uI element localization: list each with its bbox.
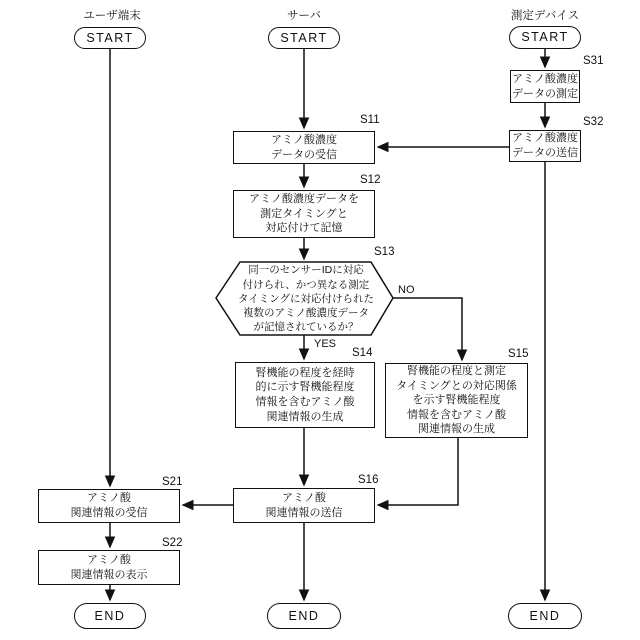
step-label-s14: S14 — [352, 347, 373, 359]
step-label-s22: S22 — [162, 537, 183, 549]
step-label-s13: S13 — [374, 246, 395, 258]
start-terminal-server: START — [268, 27, 340, 49]
arrow-s13-no-to-s15 — [392, 298, 462, 360]
step-label-s15: S15 — [508, 348, 529, 360]
step-label-s32: S32 — [583, 116, 604, 128]
end-terminal-server: END — [267, 603, 341, 629]
process-s16: アミノ酸 関連情報の送信 — [233, 488, 375, 523]
process-s11: アミノ酸濃度 データの受信 — [233, 131, 375, 164]
start-terminal-user: START — [74, 27, 146, 49]
process-s22: アミノ酸 関連情報の表示 — [38, 550, 180, 585]
process-s15: 腎機能の程度と測定 タイミングとの対応関係 を示す腎機能程度 情報を含むアミノ酸 関連情報の生成 — [385, 363, 528, 438]
branch-label-yes: YES — [314, 338, 337, 350]
process-s12: アミノ酸濃度データを 測定タイミングと 対応付けて記憶 — [233, 190, 375, 238]
arrow-s15-to-s16 — [378, 438, 458, 505]
decision-s13: 同一のセンサーIDに対応 付けられ、かつ異なる測定 タイミングに対応付けられた 複数のアミノ酸濃度データ が記憶されているか？ — [237, 264, 375, 334]
end-terminal-user: END — [74, 603, 146, 629]
branch-label-no: NO — [398, 284, 415, 296]
lane-label-server: サーバ — [287, 10, 321, 22]
step-label-s12: S12 — [360, 174, 381, 186]
step-label-s16: S16 — [358, 474, 379, 486]
step-label-s21: S21 — [162, 476, 183, 488]
end-terminal-device: END — [508, 603, 582, 629]
step-label-s11: S11 — [360, 114, 380, 126]
process-s31: アミノ酸濃度 データの測定 — [510, 70, 580, 103]
lane-label-user-terminal: ユーザ端末 — [83, 10, 141, 22]
start-terminal-device: START — [509, 26, 581, 49]
step-label-s31: S31 — [583, 55, 604, 67]
lane-label-measurement-device: 測定デバイス — [510, 10, 580, 22]
process-s14: 腎機能の程度を経時 的に示す腎機能程度 情報を含むアミノ酸 関連情報の生成 — [235, 362, 375, 428]
process-s32: アミノ酸濃度 データの送信 — [509, 130, 581, 162]
process-s21: アミノ酸 関連情報の受信 — [38, 489, 180, 523]
